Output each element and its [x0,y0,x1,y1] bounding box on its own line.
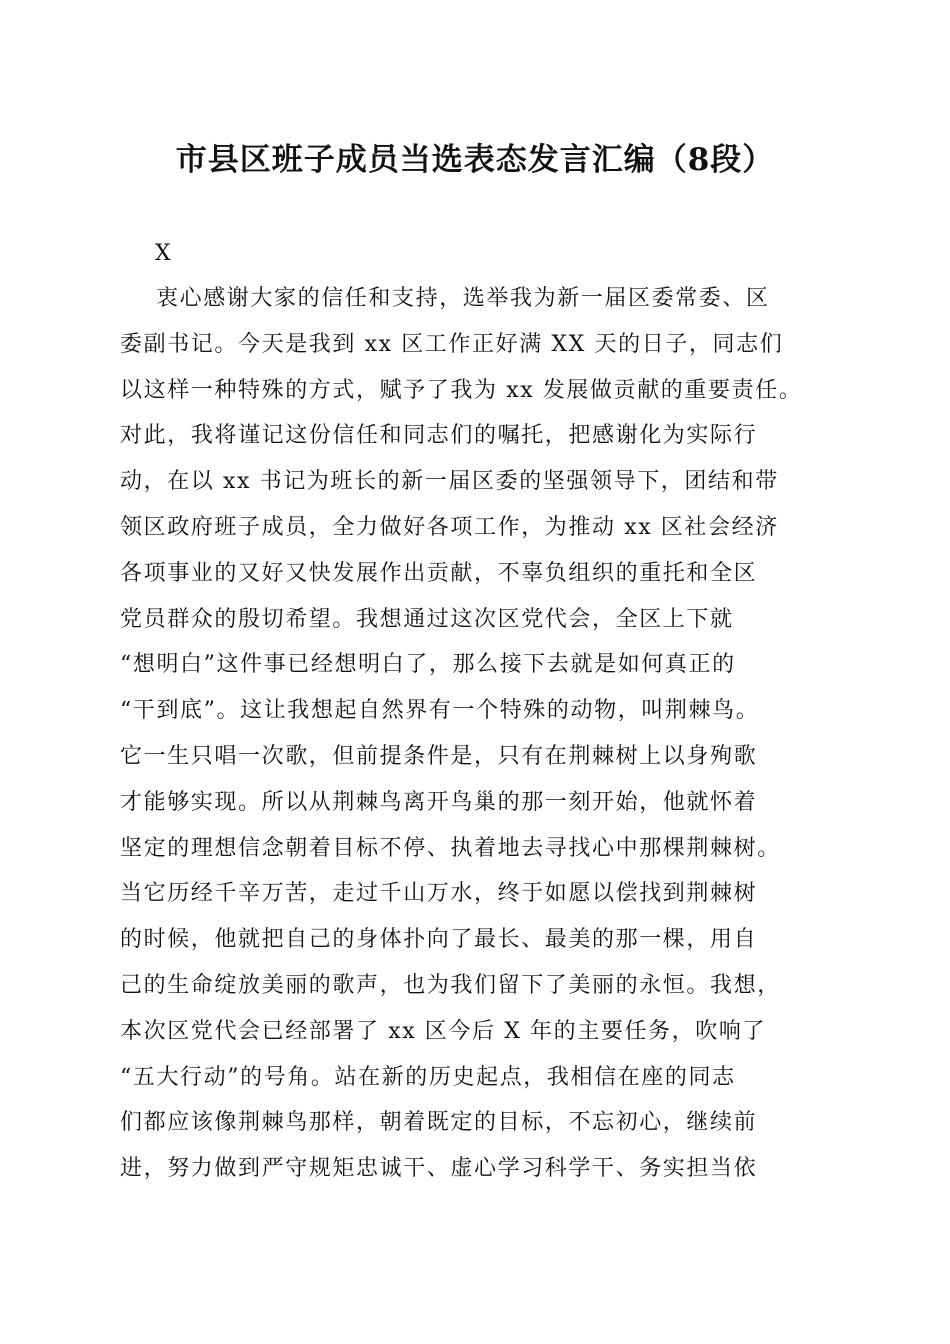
body-paragraph [120,276,840,1192]
text-line: 进，努力做到严守规矩忠诚干、虚心学习科学干、务实担当依 [120,1156,758,1182]
text-line: 委副书记。今天是我到 xx 区工作正好满 XX 天的日子，同志们 [120,331,784,357]
text-line: 衷心感谢大家的信任和支持，选举我为新一届区委常委、区 [156,286,770,311]
text-line: 的时候，他就把自己的身体扑向了最长、最美的那一棵，用自 [120,927,758,953]
text-line: 领区政府班子成员，全力做好各项工作，为推动 xx 区社会经济 [120,514,779,540]
text-line: 当它历经千辛万苦，走过千山万水，终于如愿以偿找到荆棘树 [120,881,758,907]
text-line: 们都应该像荆棘鸟那样，朝着既定的目标，不忘初心，继续前 [120,1110,758,1136]
text-line: “想明白”这件事已经想明白了，那么接下去就是如何真正的 [120,652,736,678]
text-line: 才能够实现。所以从荆棘鸟离开鸟巢的那一刻开始，他就怀着 [120,789,758,815]
text-line: “干到底”。这让我想起自然界有一个特殊的动物，叫荆棘鸟。 [120,698,760,724]
text-line: 坚定的理想信念朝着目标不停、执着地去寻找心中那棵荆棘树。 [120,835,781,861]
section-label: X [155,241,171,266]
text-line: “五大行动”的号角。站在新的历史起点，我相信在座的同志 [120,1064,736,1090]
text-line: 动，在以 xx 书记为班长的新一届区委的坚强领导下，团结和带 [120,469,779,495]
text-line: 本次区党代会已经部署了 xx 区今后 X 年的主要任务，吹响了 [120,1018,767,1044]
text-line: 以这样一种特殊的方式，赋予了我为 xx 发展做贡献的重要责任。 [120,377,803,403]
text-line: 党员群众的殷切希望。我想通过这次区党代会，全区上下就 [120,606,734,632]
text-line: 各项事业的又好又快发展作出贡献，不辜负组织的重托和全区 [120,560,758,586]
text-line: 己的生命绽放美丽的歌声，也为我们留下了美丽的永恒。我想， [120,972,781,998]
text-line: 对此，我将谨记这份信任和同志们的嘱托，把感谢化为实际行 [120,423,758,449]
document-title: 市县区班子成员当选表态发言汇编（8段） [175,142,775,178]
text-line: 它一生只唱一次歌，但前提条件是，只有在荆棘树上以身殉歌 [120,743,758,769]
